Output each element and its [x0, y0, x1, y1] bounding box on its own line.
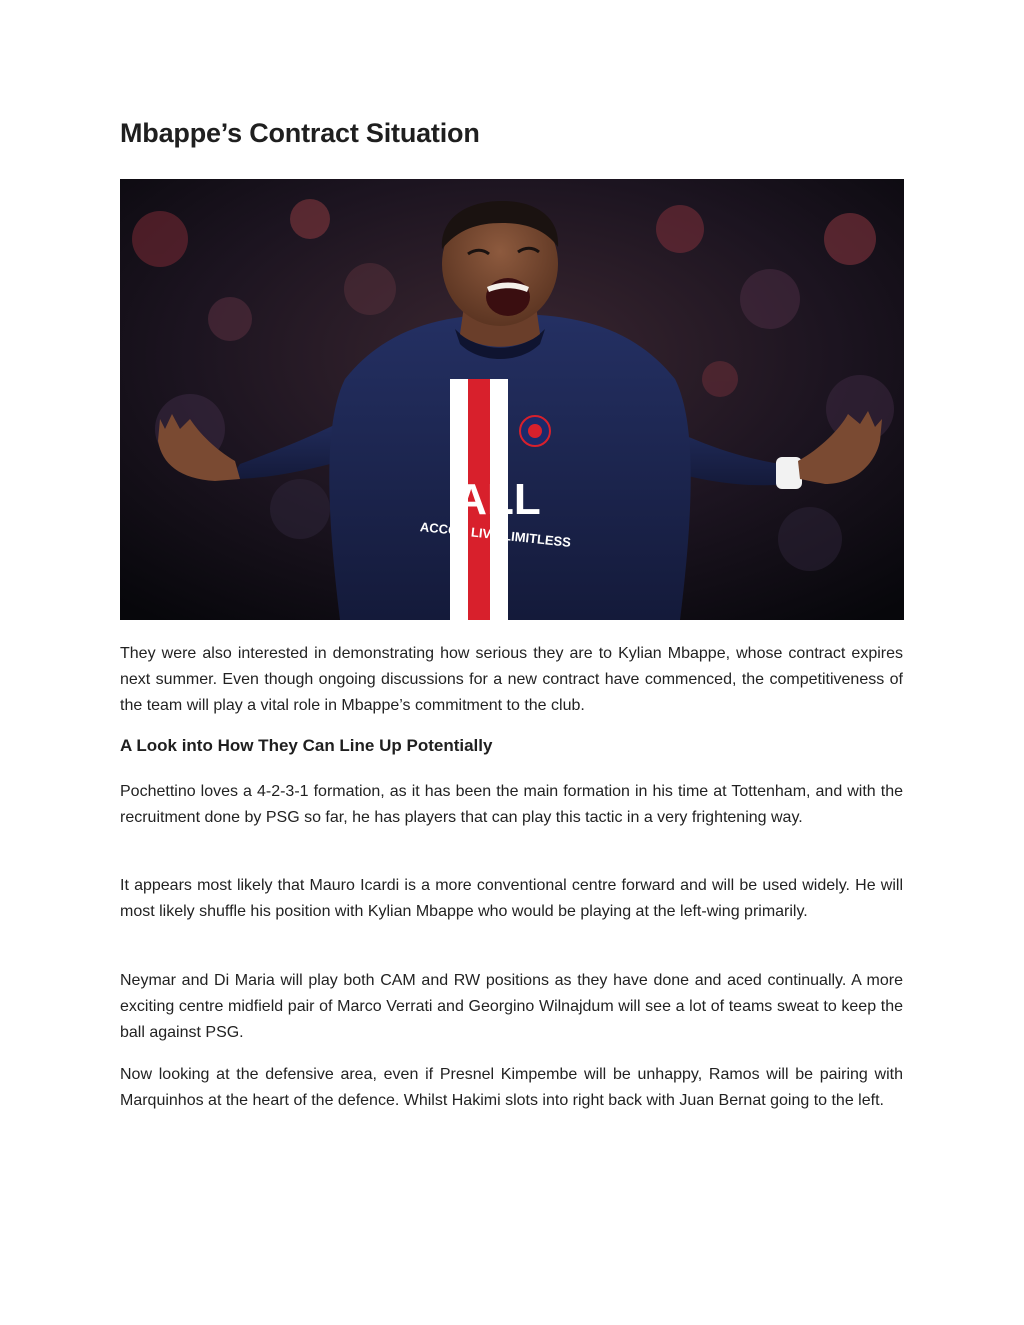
jersey-sponsor: ALL [455, 475, 541, 524]
paragraph-contract: They were also interested in demonstrating how serious they are to Kylian Mbappe, whose contract expires next summer. Even though ongoing discussions for a new contract have commenced, the competitiveness of the team will play a vital role in Mbappe’s commitment to the club. [120, 645, 903, 714]
paragraph-forward: It appears most likely that Mauro Icardi is a more conventional centre forward and will be used widely. He will most likely shuffle his position with Kylian Mbappe who would be playing at the left-wing primarily. [120, 877, 903, 920]
section-heading: A Look into How They Can Line Up Potentially [120, 736, 493, 755]
paragraph-formation: Pochettino loves a 4-2-3-1 formation, as it has been the main formation in his time at Tottenham, and with the recruitment done by PSG so far, he has players that can play this tactic in a very frightening way. [120, 783, 903, 826]
paragraph-midfield: Neymar and Di Maria will play both CAM and RW positions as they have done and aced continually. A more exciting centre midfield pair of Marco Verrati and Georgino Wilnajdum will see a lot of teams sweat to keep the ball against PSG. [120, 972, 903, 1041]
article-photo [120, 179, 904, 620]
page-title: Mbappe’s Contract Situation [120, 118, 480, 148]
jersey-sponsor-tagline: ACCOR LIVE LIMITLESS [419, 519, 572, 550]
paragraph-defence: Now looking at the defensive area, even if Presnel Kimpembe will be unhappy, Ramos will be pairing with Marquinhos at the heart of the defence. Whilst Hakimi slots into right back with Juan Bernat going to the left. [120, 1066, 903, 1109]
